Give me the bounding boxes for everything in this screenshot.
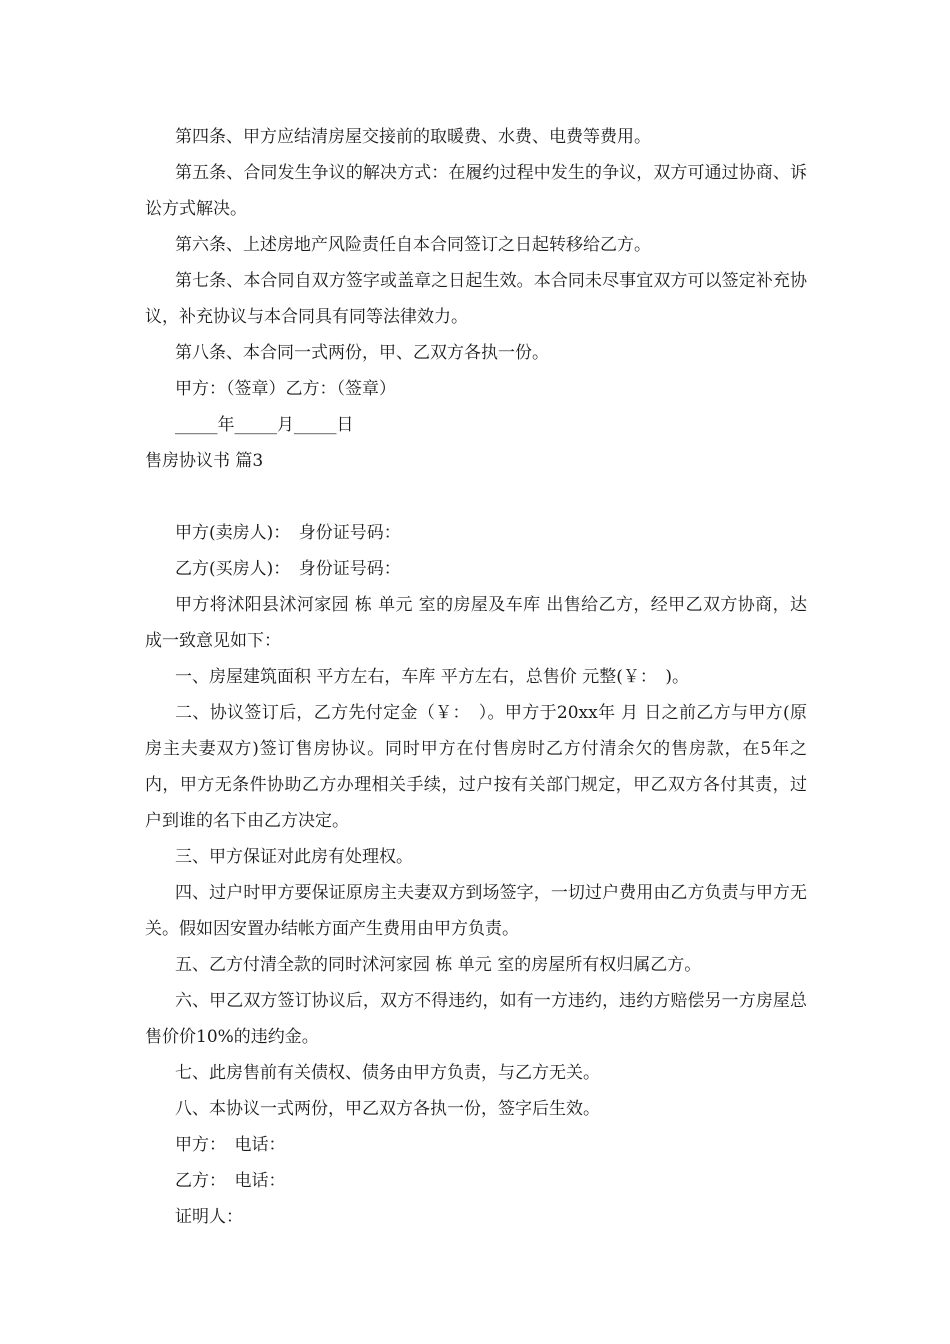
intro-paragraph: 甲方将沭阳县沭河家园 栋 单元 室的房屋及车库 出售给乙方，经甲乙双方协商，达成一致意见如下： bbox=[145, 595, 807, 651]
document-page bbox=[145, 119, 807, 1235]
party-a-line: 甲方(卖房人)： 身份证号码： bbox=[175, 523, 401, 543]
item-8: 八、本协议一式两份，甲乙双方各执一份，签字后生效。 bbox=[175, 1099, 600, 1119]
party-b-line: 乙方(买房人)： 身份证号码： bbox=[175, 559, 401, 579]
clause-5: 第五条、合同发生争议的解决方式：在履约过程中发生的争议，双方可通过协商、诉讼方式解决。 bbox=[145, 163, 807, 219]
item-4: 四、过户时甲方要保证原房主夫妻双方到场签字，一切过户费用由乙方负责与甲方无关。假如因安置办结帐方面产生费用由甲方负责。 bbox=[145, 883, 807, 939]
item-5: 五、乙方付清全款的同时沭河家园 栋 单元 室的房屋所有权归属乙方。 bbox=[175, 955, 702, 975]
item-1: 一、房屋建筑面积 平方左右，车库 平方左右，总售价 元整(￥： )。 bbox=[175, 667, 689, 687]
clause-4: 第四条、甲方应结清房屋交接前的取暖费、水费、电费等费用。 bbox=[175, 127, 651, 147]
section-title: 售房协议书 篇3 bbox=[145, 451, 264, 471]
item-7: 七、此房售前有关债权、债务由甲方负责，与乙方无关。 bbox=[175, 1063, 600, 1083]
sign-b-line: 乙方： 电话： bbox=[175, 1171, 286, 1191]
clause-8: 第八条、本合同一式两份，甲、乙双方各执一份。 bbox=[175, 343, 549, 363]
clause-6: 第六条、上述房地产风险责任自本合同签订之日起转移给乙方。 bbox=[175, 235, 651, 255]
spacer bbox=[145, 479, 807, 515]
item-3: 三、甲方保证对此房有处理权。 bbox=[175, 847, 413, 867]
witness-line: 证明人： bbox=[175, 1207, 243, 1227]
item-6: 六、甲乙双方签订协议后，双方不得违约，如有一方违约，违约方赔偿另一方房屋总售价价10%的违约金。 bbox=[145, 991, 807, 1047]
item-2: 二、协议签订后，乙方先付定金（￥： ）。甲方于20xx年 月 日之前乙方与甲方(原房主夫妻双方)签订售房协议。同时甲方在付售房时乙方付清余欠的售房款，在5年之内，甲方无条件协助乙方办理相关手续，过户按有关部门规定，甲乙双方各付其责，过户到谁的名下由乙方决定。 bbox=[145, 703, 807, 831]
date-line: _____年_____月_____日 bbox=[175, 415, 354, 435]
sign-a-line: 甲方： 电话： bbox=[175, 1135, 286, 1155]
clause-7: 第七条、本合同自双方签字或盖章之日起生效。本合同未尽事宜双方可以签定补充协议，补充协议与本合同具有同等法律效力。 bbox=[145, 271, 807, 327]
signature-line: 甲方：（签章）乙方：（签章） bbox=[175, 379, 396, 399]
